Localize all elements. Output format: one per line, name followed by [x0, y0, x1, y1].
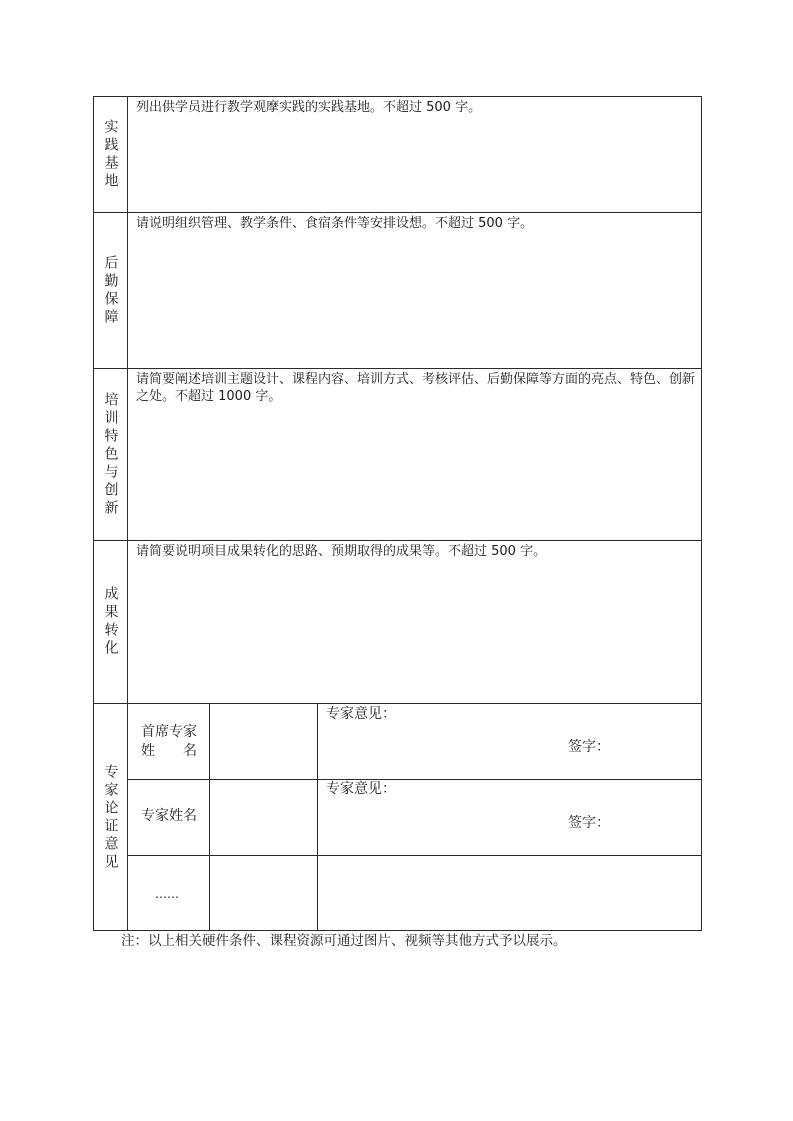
section-title: 实践基地 [102, 118, 119, 191]
expert-column-divider [317, 703, 318, 931]
expert-column-divider [209, 703, 210, 931]
section-title: 培训特色与创新 [102, 391, 119, 518]
more-experts-ellipsis: …… [155, 887, 179, 901]
label-line: 姓 名 [141, 743, 197, 759]
row-divider [93, 540, 702, 541]
section-title: 成果转化 [102, 586, 119, 658]
section-label-expert [94, 704, 127, 931]
row-divider [93, 212, 702, 213]
expert-row-divider [127, 855, 702, 856]
expert-opinion-label: 专家意见： [326, 781, 396, 797]
section-title: 后勤保障 [102, 254, 119, 327]
section-instruction: 请简要说明项目成果转化的思路、预期取得的成果等。不超过 500 字。 [136, 544, 547, 559]
label-column-divider [127, 96, 128, 931]
label-line: 首席专家 [141, 724, 197, 740]
row-divider [93, 368, 702, 369]
section-instruction: 请简要阐述培训主题设计、课程内容、培训方式、考核评估、后勤保障等方面的亮点、特色、创新之处。不超过 1000 字。 [136, 372, 696, 404]
signature-label: 签字： [568, 739, 610, 755]
section-label-logistics [94, 213, 127, 368]
chief-expert-name-label [141, 723, 209, 761]
footnote: 注：以上相关硬件条件、课程资源可通过图片、视频等其他方式予以展示。 [121, 933, 567, 949]
section-label-practice-base [94, 97, 127, 212]
section-title: 专家论证意见 [102, 763, 119, 872]
signature-label: 签字： [568, 815, 610, 831]
section-label-features [94, 369, 127, 540]
section-instruction: 列出供学员进行教学观摩实践的实践基地。不超过 500 字。 [136, 100, 482, 115]
section-label-outcomes [94, 541, 127, 703]
section-instruction: 请说明组织管理、教学条件、食宿条件等安排设想。不超过 500 字。 [136, 216, 534, 231]
row-divider [93, 703, 702, 704]
expert-row-divider [127, 779, 702, 780]
expert-name-label: 专家姓名 [141, 808, 197, 824]
expert-opinion-label: 专家意见： [326, 706, 396, 722]
